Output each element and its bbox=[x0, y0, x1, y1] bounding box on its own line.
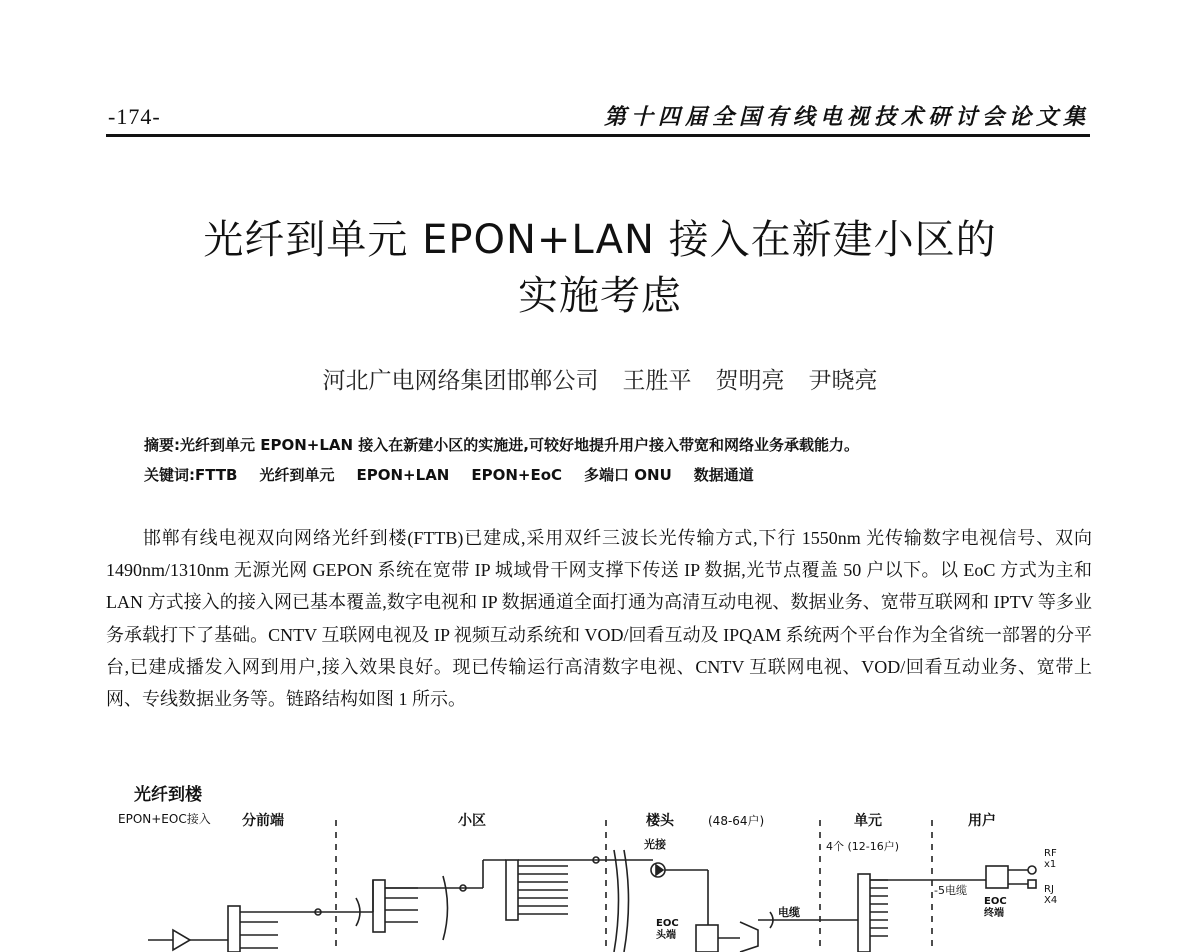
keyword: EPON+LAN bbox=[356, 466, 450, 484]
keyword: 光纤到单元 bbox=[259, 466, 335, 484]
figure-title: 光纤到楼 bbox=[134, 785, 202, 805]
label-eoc-head: EOC 头端 bbox=[656, 918, 679, 941]
header-rule bbox=[106, 134, 1090, 137]
network-diagram-lines bbox=[118, 780, 1078, 952]
keyword: EPON+EoC bbox=[471, 466, 563, 484]
label-cable-5: -5电缆 bbox=[934, 884, 967, 897]
unit-distributor bbox=[858, 874, 870, 952]
fiber-bend bbox=[624, 850, 629, 952]
author-line bbox=[100, 362, 1100, 395]
section-unit-note: 4个 (12-16户) bbox=[826, 840, 900, 853]
label-rj: RJ X4 bbox=[1044, 884, 1058, 906]
keyword: FTTB bbox=[195, 466, 238, 484]
affiliation: 河北广电网络集团邯郸公司 bbox=[322, 368, 599, 394]
community-splitter bbox=[373, 880, 385, 932]
label-optical-receiver: 光接 bbox=[644, 838, 666, 851]
running-title: 第十四届全国有线电视技术研讨会论文集 bbox=[603, 105, 1090, 130]
label-eoc-terminal: EOC 终端 bbox=[984, 896, 1007, 919]
label-rf: RF x1 bbox=[1044, 848, 1057, 870]
abstract-text: 光纤到单元 EPON+LAN 接入在新建小区的实施进,可较好地提升用户接入带宽和网络业务承载能力。 bbox=[180, 436, 859, 454]
keyword: 数据通道 bbox=[693, 466, 754, 484]
section-headend: 分前端 bbox=[242, 813, 284, 829]
rj-port-icon bbox=[1028, 880, 1036, 888]
author-name: 尹晓亮 bbox=[808, 368, 878, 394]
amplifier-icon bbox=[740, 922, 758, 952]
body-paragraph-text: 邯郸有线电视双向网络光纤到楼(FTTB)已建成,采用双纤三波长光传输方式,下行 1550nm 光传输数字电视信号、双向 1490nm/1310nm 无源光网 GEPON 系统在宽带 IP 城域骨干网支撑下传送 IP 数据,光节点覆盖 50 户以下。以 EoC 方式为主和 LAN 方式接入的接入网已基本覆盖,数字电视和 IP 数据通道全面打通为高清互动电视、数据业务、宽带互联网和 IPTV 等多业务承载打下了基础。CNTV 互联网电视及 IP 视频互动系统和 VOD/回看互动及 IPQAM 系统两个平台作为全省统一部署的分平台,已建成播发入网到用户,接入效果良好。现已传输运行高清数字电视、CNTV 互联网电视、VOD/回看互动业务、宽带上网、专线数据业务等。链路结构如图 1 所示。 bbox=[106, 528, 1092, 710]
section-unit: 单元 bbox=[854, 813, 882, 829]
label-cable: 电缆 bbox=[778, 906, 800, 919]
section-building: 楼头 bbox=[646, 813, 674, 829]
headend-splitter bbox=[228, 906, 240, 952]
fiber-bend bbox=[443, 876, 448, 940]
section-user: 用户 bbox=[968, 813, 996, 829]
section-community: 小区 bbox=[458, 813, 486, 829]
optical-receiver-arrow bbox=[656, 865, 663, 875]
figure-subtitle: EPON+EOC接入 bbox=[118, 812, 211, 826]
figure-1-network-diagram bbox=[118, 780, 1078, 952]
rf-port-icon bbox=[1028, 866, 1036, 874]
keywords-label: 关键词: bbox=[144, 466, 195, 484]
eoc-head-box bbox=[696, 925, 718, 952]
body-paragraph bbox=[106, 522, 1092, 715]
abstract-label: 摘要: bbox=[144, 436, 180, 454]
title-line-1: 光纤到单元 EPON+LAN 接入在新建小区的 bbox=[203, 217, 997, 263]
author-name: 贺明亮 bbox=[715, 368, 785, 394]
paper-title bbox=[100, 212, 1100, 324]
keywords bbox=[144, 464, 1104, 485]
section-building-note: (48-64户) bbox=[708, 814, 765, 828]
author-name: 王胜平 bbox=[622, 368, 692, 394]
page-number: -174- bbox=[108, 104, 161, 129]
abstract bbox=[144, 434, 1104, 455]
eoc-terminal-box bbox=[986, 866, 1008, 888]
title-line-2: 实施考虑 bbox=[518, 273, 682, 319]
building-splitter bbox=[506, 860, 518, 920]
fiber-bend bbox=[614, 850, 619, 952]
transmitter-icon bbox=[173, 930, 190, 950]
keyword: 多端口 ONU bbox=[584, 466, 672, 484]
